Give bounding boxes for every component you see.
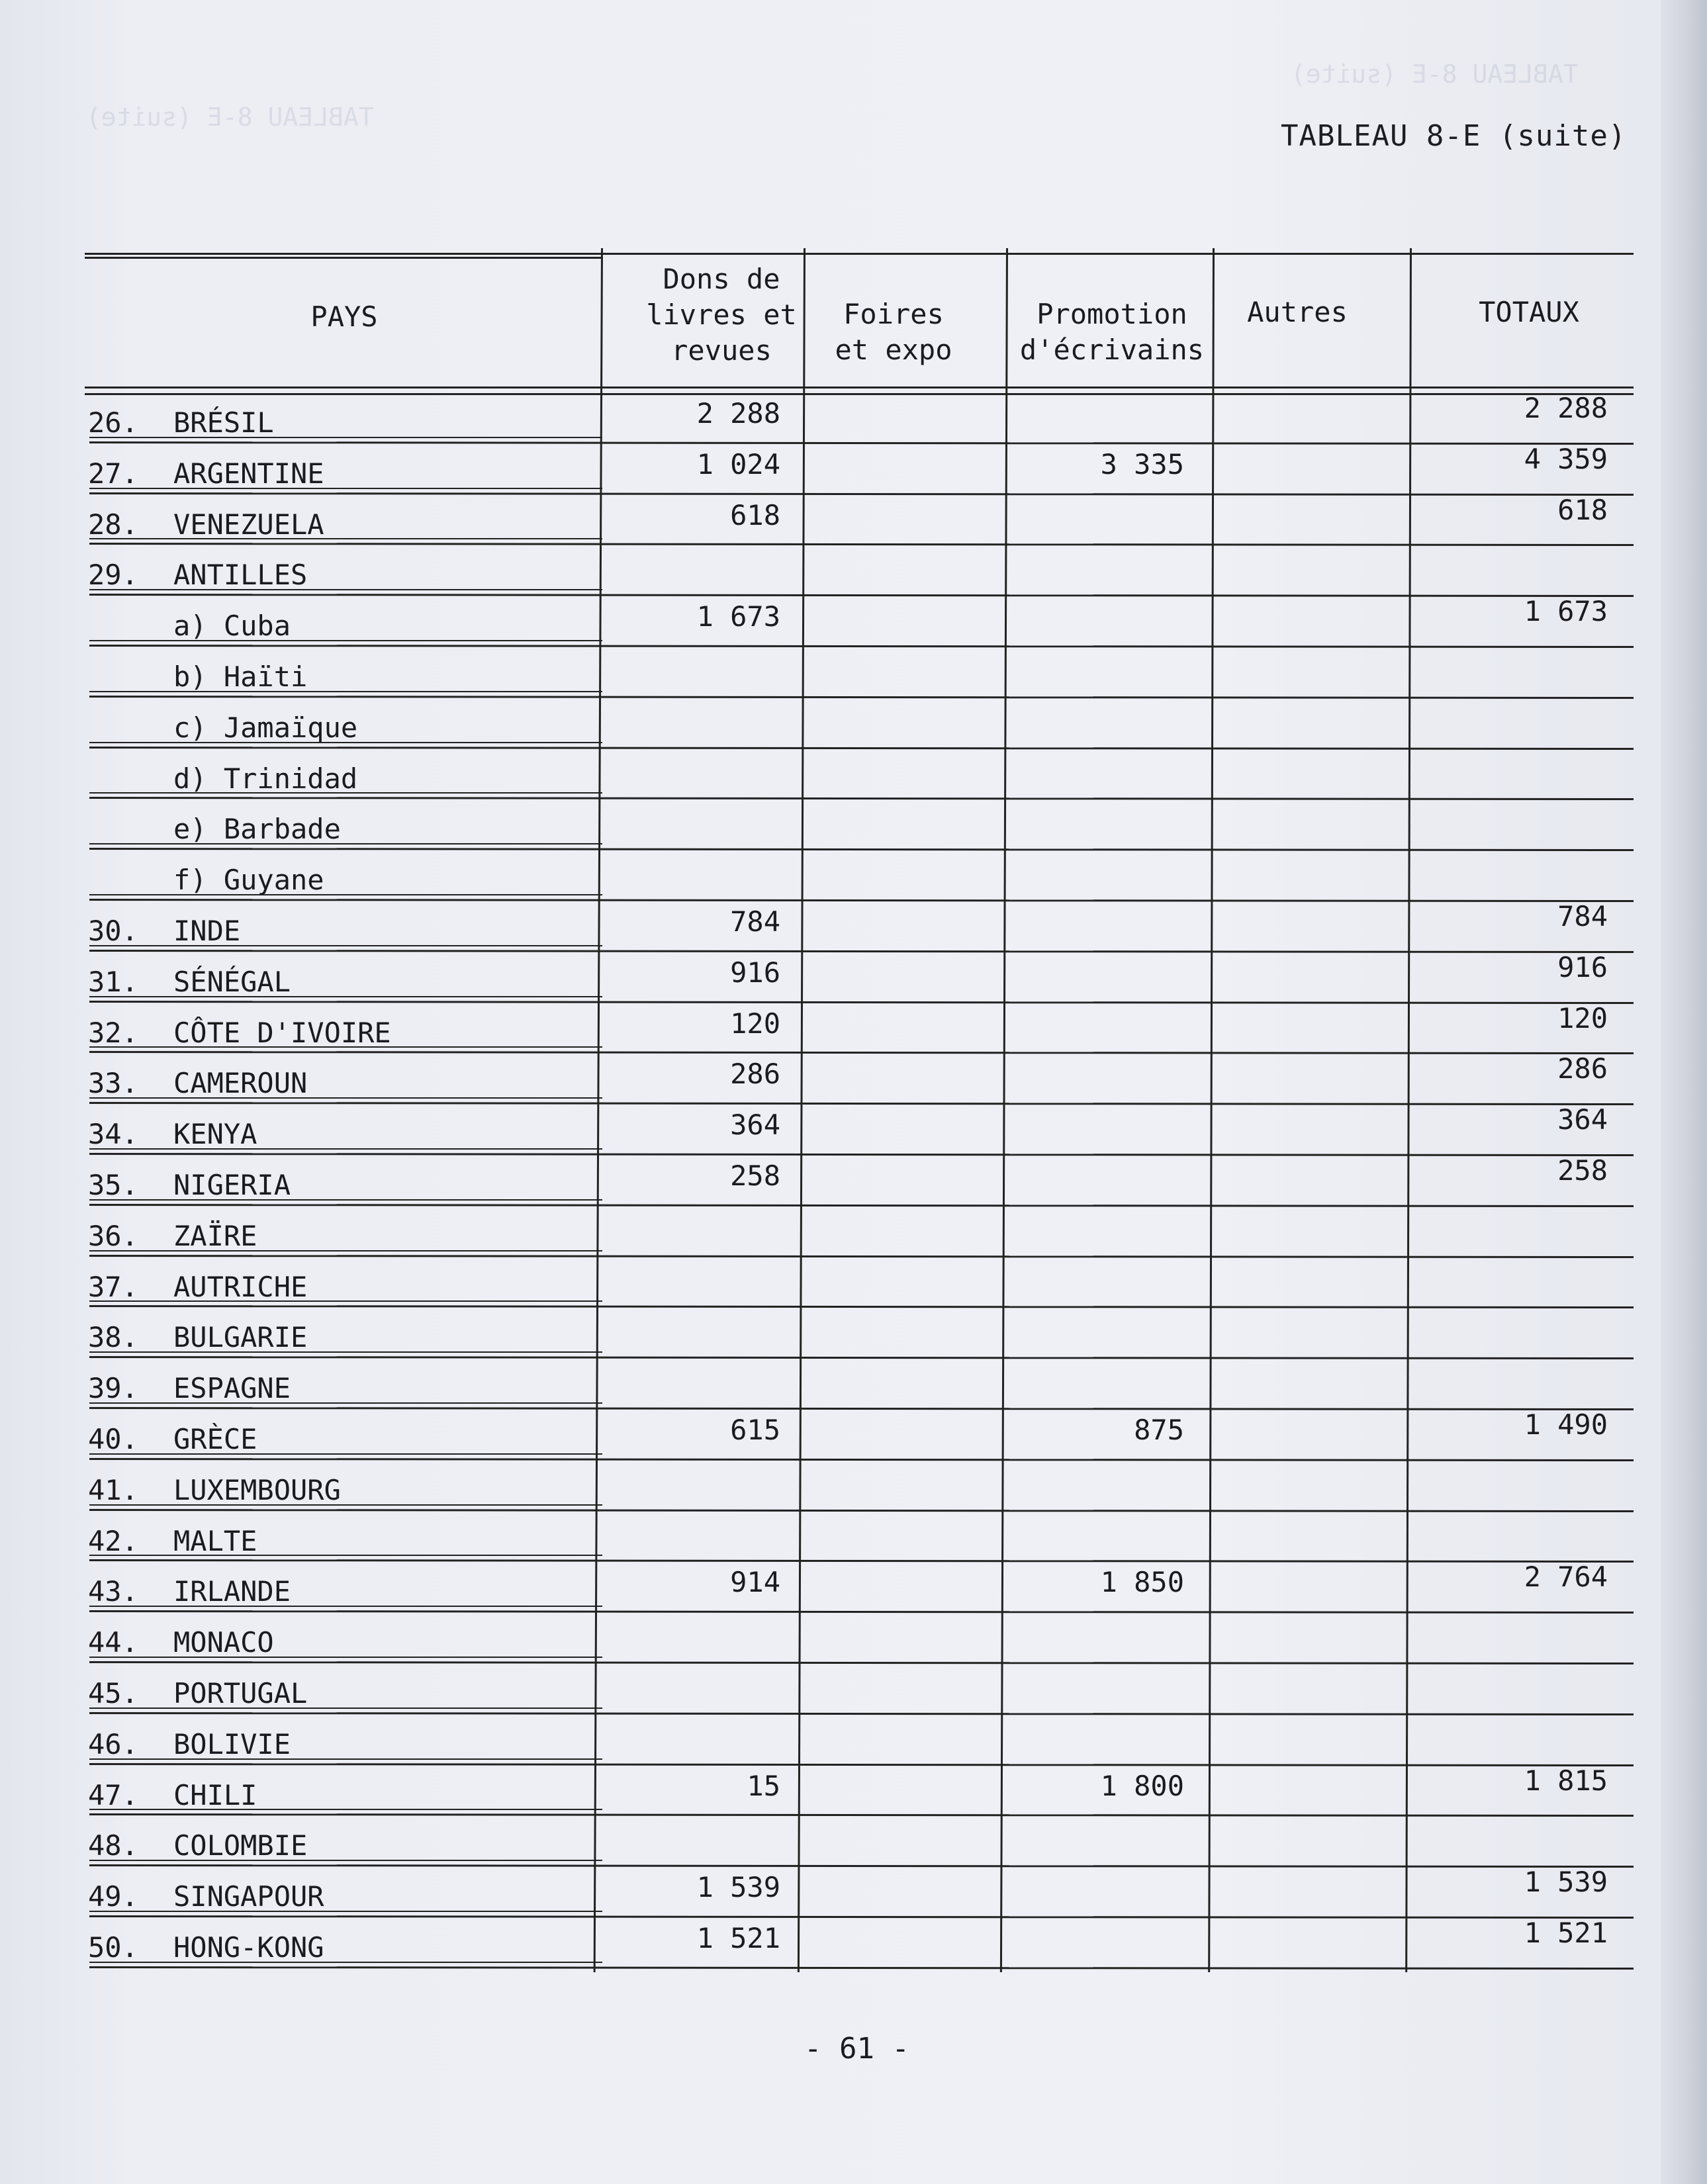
row-rule-secondary — [89, 1250, 602, 1251]
country-name: LUXEMBOURG — [173, 1473, 341, 1506]
row-rule-secondary — [89, 1707, 602, 1709]
row-number: 36. — [88, 1219, 138, 1252]
table-row — [0, 1664, 1707, 1714]
dons-value: 364 — [730, 1109, 780, 1142]
country-name: e) Barbade — [173, 813, 341, 846]
table-row — [0, 749, 1707, 799]
row-rule-secondary — [89, 1148, 602, 1150]
row-number: 32. — [88, 1016, 138, 1049]
col-header-promotion — [1006, 296, 1218, 368]
table-row — [0, 444, 1707, 494]
col-header-foires — [814, 296, 973, 368]
dons-value: 1 024 — [696, 447, 780, 480]
row-rule-secondary — [89, 1097, 602, 1099]
country-name: ARGENTINE — [173, 457, 324, 490]
row-rule-secondary — [89, 843, 602, 844]
col-header-pays: PAYS — [310, 300, 378, 333]
row-number: 31. — [88, 965, 138, 998]
row-rule-secondary — [89, 1046, 602, 1048]
bleed-through-text: TABLEAU 8-E (suite) — [86, 103, 374, 132]
country-name: CÔTE D'IVOIRE — [173, 1016, 391, 1049]
row-rule-secondary — [89, 1860, 602, 1861]
country-name: CAMEROUN — [173, 1067, 308, 1100]
row-number: 29. — [88, 559, 138, 592]
col-header-totaux: TOTAUX — [1479, 296, 1579, 328]
dons-value: 615 — [730, 1414, 780, 1446]
row-number: 28. — [88, 508, 138, 541]
row-rule-secondary — [89, 1300, 602, 1302]
row-rule-secondary — [89, 1555, 602, 1556]
dons-value: 286 — [730, 1058, 780, 1091]
row-number: 48. — [88, 1829, 138, 1862]
row-number: 34. — [88, 1118, 138, 1151]
row-rule-secondary — [89, 996, 602, 997]
row-number: 42. — [88, 1524, 138, 1557]
totaux-value: 2 764 — [1524, 1561, 1608, 1594]
col-header-autres: Autres — [1247, 296, 1348, 328]
country-name: BULGARIE — [173, 1321, 308, 1354]
country-name: KENYA — [173, 1118, 257, 1151]
row-rule-secondary — [89, 1351, 602, 1353]
row-rule-secondary — [89, 691, 602, 692]
table-row — [0, 1461, 1707, 1511]
col-header-dons-l1: Dons de — [663, 263, 780, 295]
dons-value: 258 — [730, 1160, 780, 1192]
bleed-through-text: TABLEAU 8-E (suite) — [1291, 60, 1579, 89]
row-number: 50. — [88, 1931, 138, 1964]
table-row — [0, 1410, 1707, 1460]
country-name: b) Haïti — [173, 660, 308, 693]
country-name: SINGAPOUR — [173, 1880, 324, 1913]
totaux-value: 784 — [1557, 900, 1608, 933]
country-name: ZAÏRE — [173, 1219, 257, 1252]
row-number: 41. — [88, 1473, 138, 1506]
row-number: 45. — [88, 1677, 138, 1709]
promotion-value: 1 800 — [1100, 1769, 1184, 1802]
dons-value: 1 521 — [696, 1922, 780, 1954]
page-number: - 61 - — [804, 2032, 909, 2066]
row-number: 49. — [88, 1880, 138, 1913]
table-row — [0, 1613, 1707, 1663]
row-number: 39. — [88, 1372, 138, 1405]
country-name: HONG-KONG — [173, 1931, 324, 1964]
table-row — [0, 1054, 1707, 1104]
dons-value: 2 288 — [696, 397, 780, 430]
country-name: a) Cuba — [173, 610, 291, 643]
col-header-foires-l2: et expo — [835, 334, 952, 366]
country-name: BOLIVIE — [173, 1727, 291, 1760]
row-number: 30. — [88, 915, 138, 947]
table-row — [0, 1003, 1707, 1054]
country-name: GRÈCE — [173, 1423, 257, 1455]
table-row — [0, 545, 1707, 596]
dons-value: 784 — [730, 905, 780, 938]
row-rule-secondary — [89, 488, 602, 489]
dons-value: 618 — [730, 498, 780, 531]
dons-value: 120 — [730, 1007, 780, 1040]
table-row — [0, 1156, 1707, 1206]
dons-value: 1 673 — [696, 600, 780, 633]
country-name: d) Trinidad — [173, 762, 358, 795]
table-row — [0, 1918, 1707, 1968]
row-rule-secondary — [89, 1962, 602, 1963]
table-row — [0, 901, 1707, 952]
col-header-dons-l2: livres et — [646, 298, 797, 331]
row-rule-secondary — [89, 640, 602, 641]
row-rule-secondary — [89, 1657, 602, 1658]
country-name: ESPAGNE — [173, 1372, 291, 1405]
country-name: c) Jamaïque — [173, 711, 358, 744]
totaux-value: 286 — [1557, 1052, 1608, 1085]
country-name: MONACO — [173, 1626, 274, 1659]
row-number: 27. — [88, 457, 138, 490]
row-number: 43. — [88, 1575, 138, 1608]
totaux-value: 916 — [1557, 950, 1608, 983]
row-rule-secondary — [89, 589, 602, 590]
dons-value: 916 — [730, 956, 780, 989]
promotion-value: 875 — [1134, 1414, 1184, 1446]
promotion-value: 1 850 — [1100, 1566, 1184, 1599]
col-header-promotion-l1: Promotion — [1037, 298, 1187, 330]
table-title: TABLEAU 8-E (suite) — [1281, 119, 1627, 153]
country-name: f) Guyane — [173, 864, 324, 897]
table-row — [0, 596, 1707, 647]
header-top-rule — [85, 253, 1634, 255]
row-rule-secondary — [89, 1453, 602, 1455]
table-row — [0, 799, 1707, 850]
table-row — [0, 1766, 1707, 1816]
table-row — [0, 1562, 1707, 1612]
row-number: 47. — [88, 1778, 138, 1811]
row-rule-secondary — [89, 792, 602, 794]
header-top-rule-2 — [85, 257, 601, 259]
row-rule-secondary — [89, 1758, 602, 1760]
totaux-value: 618 — [1557, 493, 1608, 526]
row-rule — [89, 1966, 1634, 1970]
country-name: NIGERIA — [173, 1169, 291, 1201]
totaux-value: 4 359 — [1524, 442, 1608, 475]
table-row — [0, 1715, 1707, 1765]
totaux-value: 258 — [1557, 1154, 1608, 1187]
country-name: PORTUGAL — [173, 1677, 308, 1709]
table-row — [0, 647, 1707, 698]
row-rule-secondary — [89, 437, 602, 438]
promotion-value: 3 335 — [1100, 447, 1184, 480]
table-row — [0, 495, 1707, 545]
totaux-value: 2 288 — [1524, 392, 1608, 424]
row-rule-secondary — [89, 1809, 602, 1810]
row-rule-secondary — [89, 1911, 602, 1912]
table-row — [0, 1206, 1707, 1257]
dons-value: 1 539 — [696, 1871, 780, 1904]
col-header-dons — [612, 261, 831, 369]
row-rule-secondary — [89, 1402, 602, 1404]
totaux-value: 1 490 — [1524, 1408, 1608, 1441]
country-name: CHILI — [173, 1778, 257, 1811]
totaux-value: 1 539 — [1524, 1866, 1608, 1899]
col-header-promotion-l2: d'écrivains — [1019, 334, 1205, 366]
totaux-value: 1 815 — [1524, 1764, 1608, 1797]
col-header-foires-l1: Foires — [843, 298, 944, 330]
country-name: VENEZUELA — [173, 508, 324, 541]
table-row — [0, 1257, 1707, 1308]
table-row — [0, 1308, 1707, 1358]
country-name: AUTRICHE — [173, 1270, 308, 1303]
country-name: BRÉSIL — [173, 406, 274, 439]
country-name: SÉNÉGAL — [173, 965, 291, 998]
table-row — [0, 850, 1707, 901]
row-number: 37. — [88, 1270, 138, 1303]
table-row — [0, 1359, 1707, 1409]
table-row — [0, 1105, 1707, 1155]
row-number: 33. — [88, 1067, 138, 1100]
row-number: 44. — [88, 1626, 138, 1659]
country-name: ANTILLES — [173, 559, 308, 592]
totaux-value: 1 673 — [1524, 595, 1608, 628]
table-row — [0, 952, 1707, 1003]
row-rule-secondary — [89, 742, 602, 743]
table-row — [0, 1512, 1707, 1562]
dons-value: 914 — [730, 1566, 780, 1599]
row-rule-secondary — [89, 1199, 602, 1201]
col-header-dons-l3: revues — [671, 334, 772, 367]
table-row — [0, 1816, 1707, 1866]
row-number: 26. — [88, 406, 138, 439]
row-rule-secondary — [89, 894, 602, 895]
dons-value: 15 — [747, 1769, 780, 1802]
country-name: IRLANDE — [173, 1575, 291, 1608]
totaux-value: 120 — [1557, 1001, 1608, 1034]
row-number: 40. — [88, 1423, 138, 1455]
row-number: 35. — [88, 1169, 138, 1201]
row-rule-secondary — [89, 1504, 602, 1506]
row-number: 38. — [88, 1321, 138, 1354]
country-name: MALTE — [173, 1524, 257, 1557]
row-number: 46. — [88, 1727, 138, 1760]
totaux-value: 1 521 — [1524, 1917, 1608, 1949]
country-name: INDE — [173, 915, 241, 947]
table-row — [0, 698, 1707, 749]
table-row — [0, 393, 1707, 443]
row-rule-secondary — [89, 538, 602, 539]
row-rule-secondary — [89, 945, 602, 946]
row-rule-secondary — [89, 1606, 602, 1607]
country-name: COLOMBIE — [173, 1829, 308, 1862]
header-bottom-rule — [85, 387, 1634, 388]
table-row — [0, 1867, 1707, 1917]
totaux-value: 364 — [1557, 1103, 1608, 1136]
